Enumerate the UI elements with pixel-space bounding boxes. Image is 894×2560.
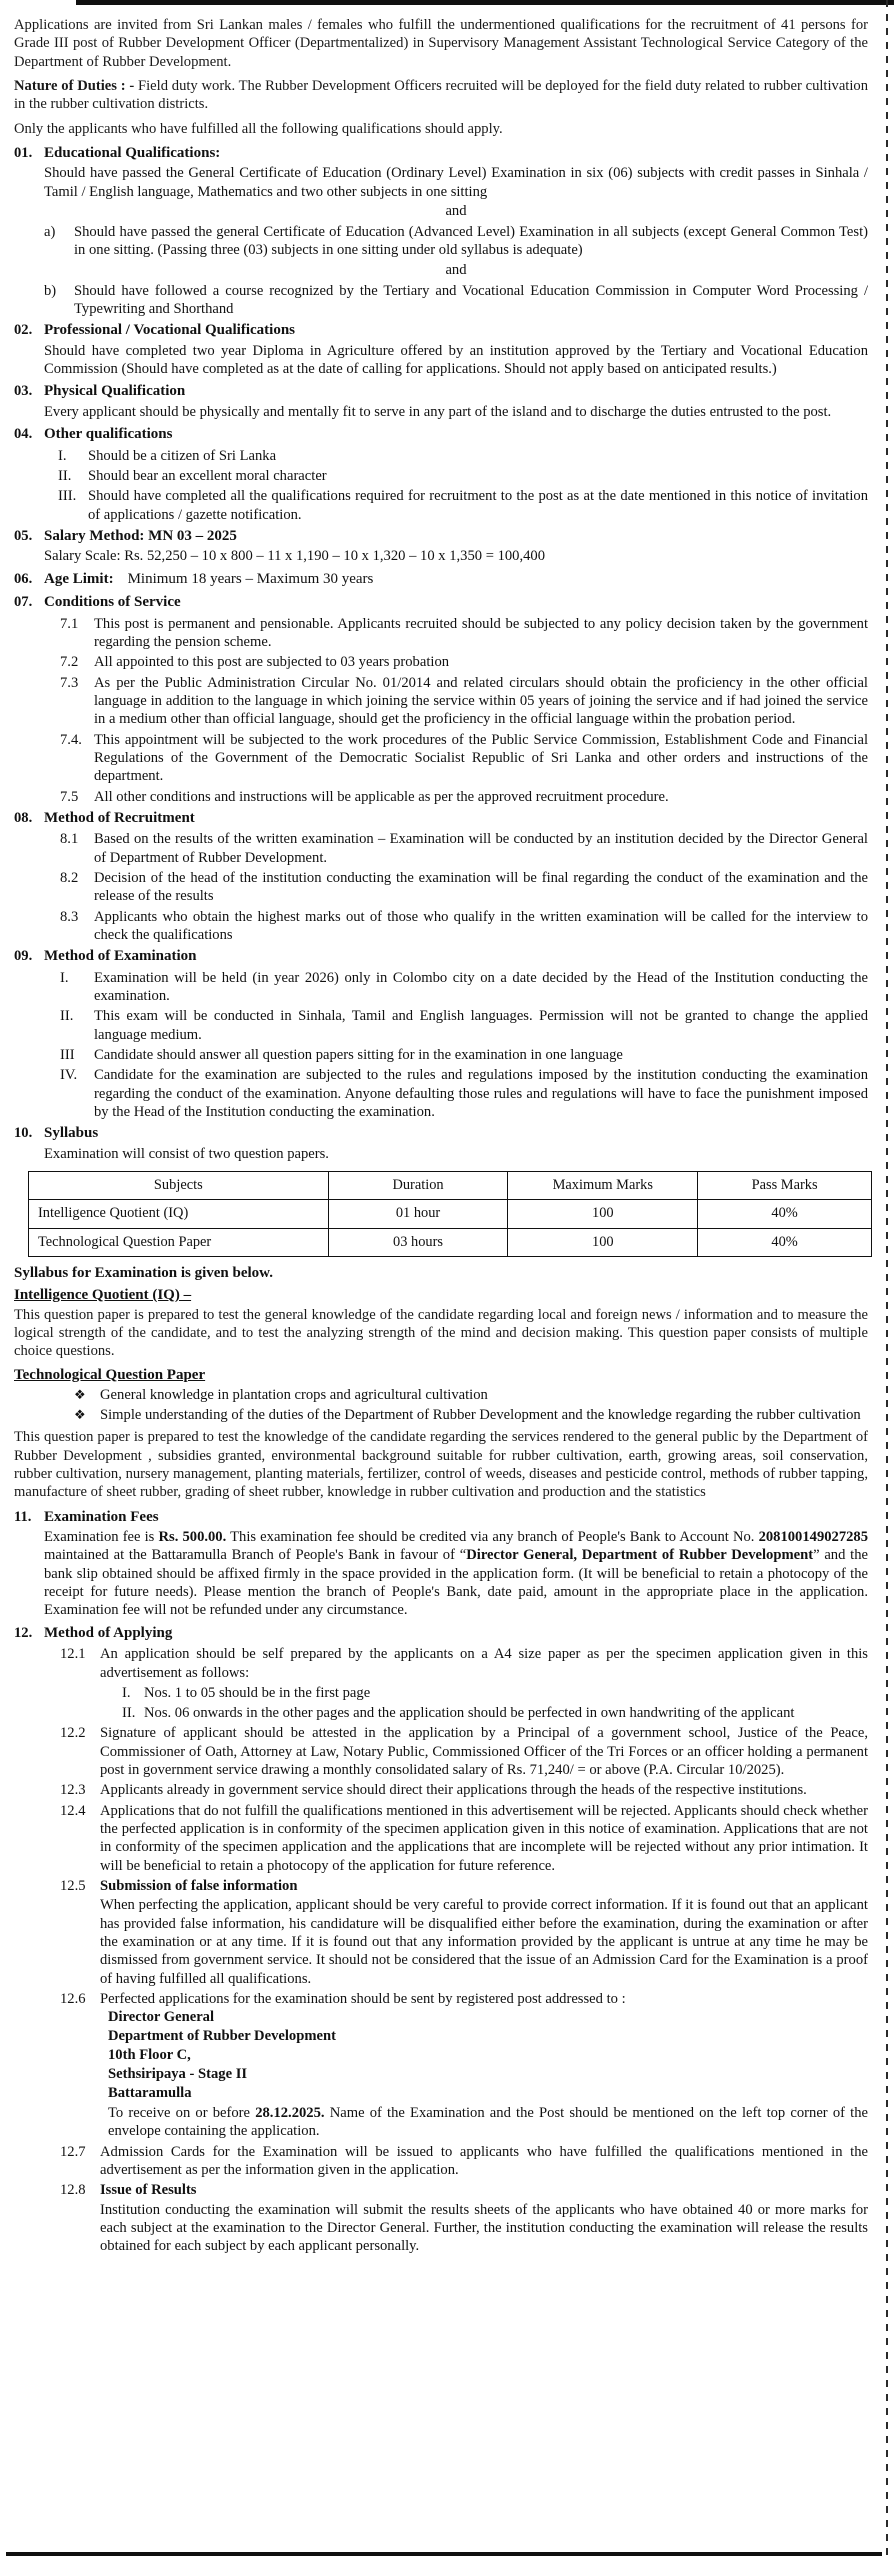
section-05-title: Salary Method: MN 03 – 2025 xyxy=(44,527,237,544)
section-05-salary-scale: Salary Scale: Rs. 52,250 – 10 x 800 – 11 x 1,190 – 10 x 1,320 – 10 x 1,350 = 100,400 xyxy=(44,548,546,565)
iq-heading: Intelligence Quotient (IQ) – xyxy=(14,1286,192,1303)
section-07-item-5-text: All other conditions and instructions will be applicable as per the approved recruitment procedure. xyxy=(94,788,669,805)
list-item xyxy=(44,1704,868,1722)
list-item xyxy=(44,1990,868,2008)
diamond-bullet-icon: ❖ xyxy=(74,1386,86,1402)
table-header-pass-marks: Pass Marks xyxy=(698,1172,872,1200)
deadline-prefix-text: To receive on or before xyxy=(108,2105,256,2121)
table-row xyxy=(29,1200,872,1228)
section-09-item-1-marker: I. xyxy=(60,969,69,986)
payee-name: Director General, Department of Rubber Development xyxy=(466,1547,814,1564)
list-item xyxy=(44,788,868,806)
section-04-item-3-text: Should have completed all the qualifications required for recruitment to the post as at the date mentioned in this notice of invitation of applications / gazette notification. xyxy=(88,488,868,523)
section-05-number: 05. xyxy=(14,527,33,544)
deadline-paragraph xyxy=(108,2104,868,2141)
section-09-number: 09. xyxy=(14,948,33,965)
nature-of-duties-text: Field duty work. The Rubber Development Officers recruited will be deployed for the field duty related to rubber cultivation in the rubber cultivation districts. xyxy=(14,77,869,113)
section-09-item-2-text: This exam will be conducted in Sinhala, Tamil and English languages. Permission will not be granted to change the applied language medium. xyxy=(94,1008,868,1043)
list-item xyxy=(44,467,868,485)
section-11-number: 11. xyxy=(14,1508,32,1525)
section-10-syllabus xyxy=(14,1124,868,1164)
list-item xyxy=(74,1386,868,1404)
table-cell-max-marks-2: 100 xyxy=(508,1228,698,1256)
section-12-7-text: Admission Cards for the Examination will be issued to applicants who have fulfilled the qualifications mentioned in the advertisement as per the information given in the application. xyxy=(100,2143,868,2178)
section-07-item-5-marker: 7.5 xyxy=(60,788,79,805)
section-12-4-text: Applications that do not fulfill the qualifications mentioned in this advertisement will be rejected. Applicants should check whether the perfected application is in conformity of the specimen application given in this notice of examination. Applications that are not in conformity of the specimen application and the applications that are incomplete will be rejected without any prior intimation. It will be beneficial to retain a photocopy of the application for future reference. xyxy=(100,1802,868,1874)
fee-tail-text: ” and the bank slip obtained should be affixed firmly in the space provided in the application form. (It will be beneficial to retain a photocopy of the receipt for future needs). Please mention the branch of People's Bank, date paid, amount in the appropriate place in the application. Examination fee will not be refunded under any circumstance. xyxy=(44,1547,868,1619)
section-12-1-text: An application should be self prepared by the applicants on a A4 size paper as per the specimen application given in this advertisement as follows: xyxy=(100,1646,868,1681)
bottom-rule-divider xyxy=(6,2552,882,2556)
section-07-conditions-of-service xyxy=(14,593,868,806)
fee-prefix-text: Examination fee is xyxy=(44,1529,159,1546)
section-08-item-2-marker: 8.2 xyxy=(60,869,79,886)
intro-paragraph: Applications are invited from Sri Lankan males / females who fulfill the undermentioned qualifications for the recruitment of 41 persons for Grade III post of Rubber Development Officer (Departmentalized) in Supervisory Management Assistant Technological Service Category of the Department of Rubber Development. xyxy=(14,17,868,70)
list-item xyxy=(44,1007,868,1044)
conjunction-and-2: and xyxy=(445,261,467,278)
table-header-maximum-marks: Maximum Marks xyxy=(508,1172,698,1200)
section-04-other-qualifications xyxy=(14,425,868,524)
list-item xyxy=(44,653,868,671)
section-01-educational-qualifications xyxy=(14,144,868,318)
section-12-method-of-applying xyxy=(14,1624,868,2256)
fee-mid-text-1: This examination fee should be credited via any branch of People's Bank to Account No. xyxy=(226,1529,759,1546)
section-11-examination-fees xyxy=(14,1508,868,1621)
section-01-item-a-marker: a) xyxy=(44,223,56,240)
section-01-text: Should have passed the General Certificate of Education (Ordinary Level) Examination in six (06) subjects with credit passes in Sinhala / Tamil / English language, Mathematics and two other subjects in one sitting xyxy=(44,165,868,200)
section-08-title: Method of Recruitment xyxy=(44,809,195,826)
list-item xyxy=(44,1877,868,1988)
section-12-6-marker: 12.6 xyxy=(60,1990,86,2007)
technological-bullet-2-text: Simple understanding of the duties of the Department of Rubber Development and the knowledge regarding the rubber cultivation xyxy=(100,1407,861,1424)
only-applicants-paragraph: Only the applicants who have fulfilled all the following qualifications should apply. xyxy=(14,120,503,137)
section-07-item-1-marker: 7.1 xyxy=(60,615,79,632)
section-12-1-sub-1-text: Nos. 1 to 05 should be in the first page xyxy=(144,1684,371,1701)
table-cell-pass-marks-1: 40% xyxy=(698,1200,872,1228)
section-09-item-1-text: Examination will be held (in year 2026) only in Colombo city on a date decided by the Head of the Institution conducting the examination. xyxy=(94,969,868,1004)
section-10-title: Syllabus xyxy=(44,1125,99,1142)
diamond-bullet-icon: ❖ xyxy=(74,1407,86,1423)
list-item xyxy=(44,869,868,906)
section-11-fee-paragraph xyxy=(44,1528,868,1620)
section-02-number: 02. xyxy=(14,322,33,339)
section-12-6-text: Perfected applications for the examination should be sent by registered post addressed to : xyxy=(100,1990,626,2007)
list-item xyxy=(44,2143,868,2180)
section-01-item-b-text: Should have followed a course recognized by the Tertiary and Vocational Education Commission in Computer Word Processing / Typewriting and Shorthand xyxy=(74,282,868,317)
section-03-physical-qualification xyxy=(14,382,868,422)
table-header-subjects: Subjects xyxy=(29,1172,329,1200)
section-07-item-2-marker: 7.2 xyxy=(60,654,79,671)
postal-address-block xyxy=(44,2008,868,2103)
section-07-item-3-text: As per the Public Administration Circular No. 01/2014 and related circulars should obtain the proficiency in the other official language in addition to the language in which joining the service within 05 years of joining the service and if had joined the service in a medium other than official language, should get the proficiency in the official language within the probation period. xyxy=(94,674,868,728)
technological-question-paper-heading: Technological Question Paper xyxy=(14,1366,206,1383)
section-12-5-marker: 12.5 xyxy=(60,1877,86,1894)
list-item xyxy=(44,2181,868,2255)
section-12-2-text: Signature of applicant should be attested in the application by a Principal of a government school, Justice of the Peace, Commissioner of Oath, Attorney at Law, Notary Public, Commissioned Officer of the Tri Forces or an officer holding a permanent post in government service drawing a monthly consolidated salary of Rs. 71,240/ = or above (P.A. Circular 10/2025). xyxy=(100,1725,868,1779)
nature-of-duties-label: Nature of Duties : - xyxy=(14,77,135,94)
section-07-item-4-marker: 7.4. xyxy=(60,731,82,748)
section-08-item-3-text: Applicants who obtain the highest marks out of those who qualify in the written examination will be called for the interview to check the qualifications xyxy=(94,908,868,943)
section-09-item-3-marker: III xyxy=(60,1046,75,1063)
section-12-3-text: Applicants already in government service should direct their applications through the heads of the respective institutions. xyxy=(100,1782,807,1799)
section-08-method-of-recruitment xyxy=(14,809,868,944)
table-cell-duration-1: 01 hour xyxy=(328,1200,508,1228)
section-04-item-2-text: Should bear an excellent moral character xyxy=(88,467,327,484)
technological-description: This question paper is prepared to test the knowledge of the candidate regarding the services rendered to the general public by the Department of Rubber Development , subsidies granted, environmental background suitable for rubber cultivation, earth, growing areas, soil conservation, rubber cultivation, nursery management, planting materials, fertilizer, control of weeds, diseases and pesticide control, methods of rubber tapping, manufacture of sheet rubber, grading of sheet rubber, knowledge in rubber cultivation and production and the statistics xyxy=(14,1429,868,1501)
address-line-5: Battaramulla xyxy=(108,2085,192,2102)
list-item xyxy=(44,969,868,1006)
fee-mid-text-2: maintained at the Battaramulla Branch of People's Bank in favour of “ xyxy=(44,1547,467,1564)
table-header-duration: Duration xyxy=(328,1172,508,1200)
section-04-item-3-marker: III. xyxy=(58,488,77,505)
technological-bullet-1-text: General knowledge in plantation crops and agricultural cultivation xyxy=(100,1386,488,1403)
section-12-number: 12. xyxy=(14,1624,33,1641)
section-06-number: 06. xyxy=(14,570,33,587)
conjunction-and-1: and xyxy=(445,203,467,219)
table-cell-subject-1: Intelligence Quotient (IQ) xyxy=(29,1200,329,1228)
section-06-text: Minimum 18 years – Maximum 30 years xyxy=(127,570,374,587)
section-09-title: Method of Examination xyxy=(44,948,197,965)
section-09-method-of-examination xyxy=(14,947,868,1121)
iq-description: This question paper is prepared to test the general knowledge of the candidate regarding local and foreign news / information and to measure the logical strength of the candidate, and to test the analyzing strength of the mind and decision making. This question paper consists of multiple choice questions. xyxy=(14,1306,868,1360)
section-12-1-sub-1-marker: I. xyxy=(122,1684,131,1701)
section-10-number: 10. xyxy=(14,1125,33,1142)
section-08-item-1-marker: 8.1 xyxy=(60,831,79,848)
section-12-1-sub-2-marker: II. xyxy=(122,1705,136,1722)
syllabus-table xyxy=(28,1171,872,1257)
section-07-number: 07. xyxy=(14,594,33,611)
section-01-number: 01. xyxy=(14,144,33,161)
section-12-title: Method of Applying xyxy=(44,1624,173,1641)
section-02-text: Should have completed two year Diploma in Agriculture offered by an institution approved by the Tertiary and Vocational Education Commission (Should have completed as at the date of calling for applications. Should not apply based on anticipated results.) xyxy=(44,342,868,377)
address-line-4: Sethsiripaya - Stage II xyxy=(108,2066,248,2083)
section-09-item-4-marker: IV. xyxy=(60,1067,78,1084)
list-item xyxy=(44,1066,868,1121)
list-item xyxy=(44,447,868,465)
list-item xyxy=(44,908,868,945)
section-12-8-title: Issue of Results xyxy=(100,2182,197,2199)
section-01-item-b xyxy=(44,282,868,319)
section-03-title: Physical Qualification xyxy=(44,383,186,400)
section-12-1-marker: 12.1 xyxy=(60,1646,86,1663)
list-item xyxy=(44,615,868,652)
table-cell-subject-2: Technological Question Paper xyxy=(29,1228,329,1256)
table-cell-duration-2: 03 hours xyxy=(328,1228,508,1256)
section-08-item-2-text: Decision of the head of the institution conducting the examination will be final regarding the conduct of the examination and the release of the results xyxy=(94,869,868,905)
section-04-item-1-marker: I. xyxy=(58,447,67,464)
section-12-8-text: Institution conducting the examination will submit the results sheets of the applicants who have obtained 40 or more marks for each subject at the examination to the Director General. Further, the institution conducting the examination will release the results obtained for each subject by each applicant personally. xyxy=(100,2201,868,2255)
list-item xyxy=(74,1406,868,1424)
address-line-2: Department of Rubber Development xyxy=(108,2028,336,2045)
address-line-1: Director General xyxy=(108,2009,215,2026)
list-item xyxy=(44,1781,868,1799)
list-item xyxy=(44,1724,868,1779)
nature-of-duties-paragraph xyxy=(14,77,868,114)
section-12-7-marker: 12.7 xyxy=(60,2143,86,2160)
section-06-title-row xyxy=(44,570,868,590)
section-04-number: 04. xyxy=(14,426,33,443)
technological-bullet-list xyxy=(14,1386,868,1425)
section-02-title: Professional / Vocational Qualifications xyxy=(44,322,295,339)
section-04-item-1-text: Should be a citizen of Sri Lanka xyxy=(88,447,277,464)
section-12-2-marker: 12.2 xyxy=(60,1725,86,1742)
section-07-title: Conditions of Service xyxy=(44,594,181,611)
address-line-3: 10th Floor C, xyxy=(108,2047,191,2064)
section-12-3-marker: 12.3 xyxy=(60,1782,86,1799)
list-item xyxy=(44,1684,868,1702)
section-07-item-4-text: This appointment will be subjected to the work procedures of the Public Service Commission, Establishment Code and Financial Regulations of the Government of the Democratic Socialist Republic of Sri Lanka and other orders and instructions of the department. xyxy=(94,731,868,785)
section-12-5-text: When perfecting the application, applicant should be very careful to provide correct information. If it is found out that an applicant has provided false information, his candidature will be disqualified either before the examination, during the examination or after the examination or at any time. If it is found out that any information provided by the applicant is untrue at any time he may be dismissed from government service. It should not be considered that the issue of an Admission Card for the Examination is a proof of having fulfilled all qualifications. xyxy=(100,1897,868,1987)
section-09-item-3-text: Candidate should answer all question papers sitting for in the examination in one language xyxy=(94,1046,623,1063)
list-item xyxy=(44,674,868,729)
section-06-title: Age Limit: xyxy=(44,570,114,587)
list-item xyxy=(44,1046,868,1064)
section-03-text: Every applicant should be physically and mentally fit to serve in any part of the island and to discharge the duties entrusted to the post. xyxy=(44,403,832,420)
section-09-item-2-marker: II. xyxy=(60,1008,74,1025)
section-04-item-2-marker: II. xyxy=(58,467,72,484)
table-cell-pass-marks-2: 40% xyxy=(698,1228,872,1256)
section-04-title: Other qualifications xyxy=(44,426,173,443)
list-item xyxy=(44,1645,868,1682)
syllabus-intro-heading: Syllabus for Examination is given below. xyxy=(14,1264,273,1281)
section-01-item-b-marker: b) xyxy=(44,282,57,299)
list-item xyxy=(44,487,868,524)
section-08-number: 08. xyxy=(14,809,33,826)
section-06-age-limit xyxy=(14,570,868,591)
section-05-salary-method xyxy=(14,527,868,567)
section-12-4-marker: 12.4 xyxy=(60,1802,86,1819)
section-07-item-3-marker: 7.3 xyxy=(60,674,79,691)
section-12-5-title: Submission of false information xyxy=(100,1877,298,1894)
section-01-item-a-text: Should have passed the general Certificate of Education (Advanced Level) Examination in all subjects (except General Common Test) in one sitting. (Passing three (03) subjects in one sitting under old syllabus is adequate) xyxy=(74,223,868,259)
list-item xyxy=(44,731,868,786)
list-item xyxy=(44,830,868,867)
application-deadline-date: 28.12.2025. xyxy=(255,2105,325,2121)
section-08-item-1-text: Based on the results of the written examination – Examination will be conducted by an institution decided by the Director General of Department of Rubber Development. xyxy=(94,831,868,866)
deadline-suffix-text: Name of the Examination and the Post should be mentioned on the left top corner of the envelope containing the application. xyxy=(108,2105,868,2140)
section-01-title: Educational Qualifications: xyxy=(44,144,221,161)
section-11-title: Examination Fees xyxy=(44,1508,159,1525)
bank-account-number: 208100149027285 xyxy=(758,1529,869,1546)
section-07-item-2-text: All appointed to this post are subjected to 03 years probation xyxy=(94,654,450,671)
section-02-professional-qualifications xyxy=(14,321,868,379)
section-03-number: 03. xyxy=(14,383,33,400)
section-12-1-sub-2-text: Nos. 06 onwards in the other pages and the application should be perfected in own handwriting of the applicant xyxy=(144,1705,795,1722)
section-08-item-3-marker: 8.3 xyxy=(60,908,79,925)
table-row xyxy=(29,1228,872,1256)
list-item xyxy=(44,1802,868,1875)
table-cell-max-marks-1: 100 xyxy=(508,1200,698,1228)
section-12-8-marker: 12.8 xyxy=(60,2182,86,2199)
table-header-row xyxy=(29,1172,872,1200)
fee-amount: Rs. 500.00. xyxy=(158,1529,227,1546)
section-07-item-1-text: This post is permanent and pensionable. Applicants recruited should be subjected to any policy decision taken by the government regarding the pension scheme. xyxy=(94,615,868,650)
section-01-item-a xyxy=(44,223,868,260)
section-10-text: Examination will consist of two question papers. xyxy=(44,1145,329,1162)
section-09-item-4-text: Candidate for the examination are subjected to the rules and regulations imposed by the institution conducting the examination regarding the conduct of the examination. Anyone defaulting those rules and regulations will have to face the punishment imposed by the Head of the Institution conducting the examination. xyxy=(94,1067,868,1120)
